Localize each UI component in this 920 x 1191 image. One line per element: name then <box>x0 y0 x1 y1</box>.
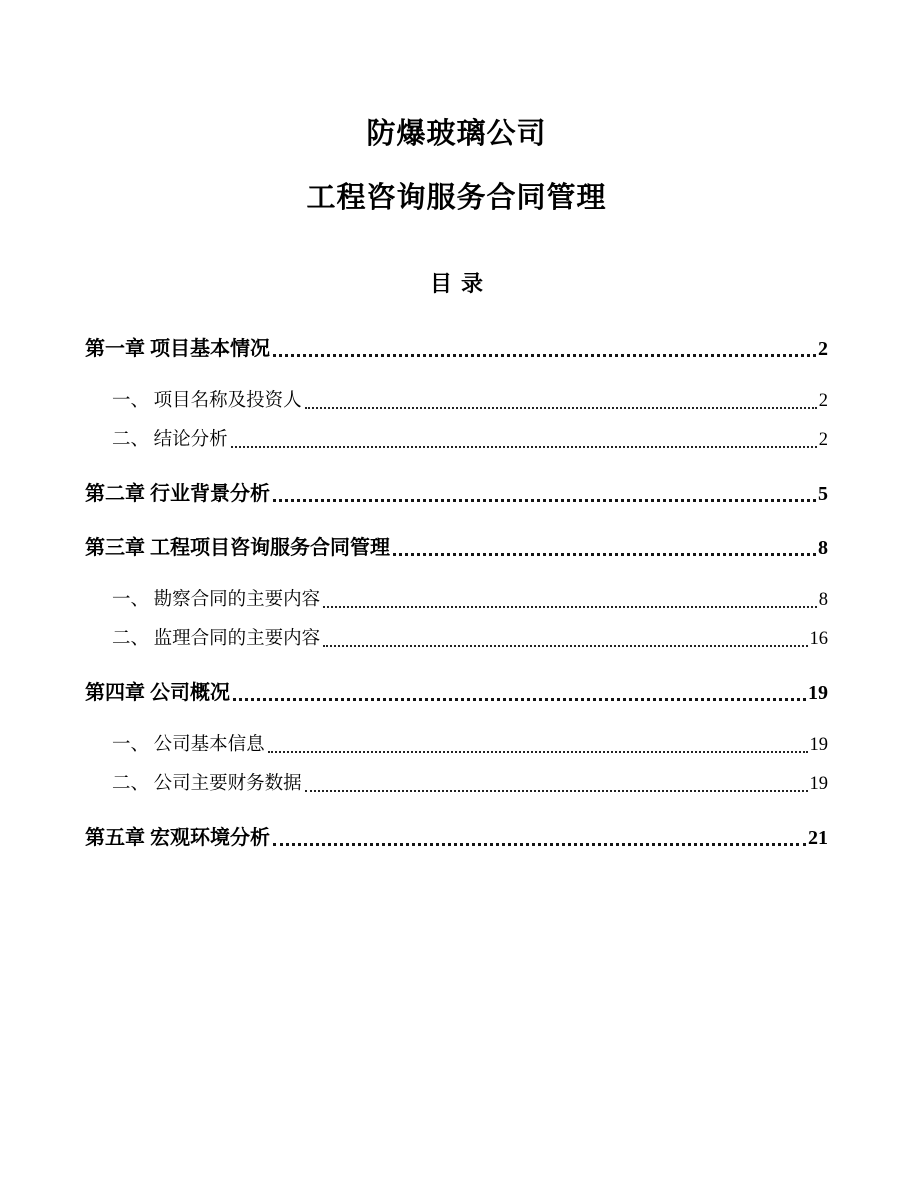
toc-entry-label: 二、 监理合同的主要内容 <box>112 629 321 649</box>
toc-dot-leader <box>273 354 816 357</box>
toc-entry-label: 第三章 工程项目咨询服务合同管理 <box>85 537 390 559</box>
toc-entry[interactable] <box>85 772 828 796</box>
toc-entry-label: 二、 公司主要财务数据 <box>112 774 302 794</box>
toc-entry-label: 第四章 公司概况 <box>85 682 230 704</box>
document-title-line2: 工程咨询服务合同管理 <box>306 182 607 214</box>
toc-entry[interactable] <box>85 733 828 757</box>
toc-entry-label: 第二章 行业背景分析 <box>85 483 270 505</box>
toc-entry-label: 第一章 项目基本情况 <box>85 338 270 360</box>
toc-entry-page: 2 <box>818 391 828 411</box>
toc-entry-label: 一、 公司基本信息 <box>112 735 265 755</box>
toc-entry[interactable] <box>85 588 828 612</box>
toc-heading: 目录 <box>429 271 492 296</box>
toc-entry-page: 16 <box>809 629 828 649</box>
toc-entry-page: 5 <box>818 483 828 505</box>
toc-entry-page: 19 <box>809 774 828 794</box>
toc-dot-leader <box>233 698 806 701</box>
toc-entry-label: 一、 勘察合同的主要内容 <box>112 590 321 610</box>
toc-entry[interactable] <box>85 681 828 705</box>
toc-entry[interactable] <box>85 627 828 651</box>
toc-dot-leader <box>273 499 816 502</box>
toc-entry-label: 第五章 宏观环境分析 <box>85 827 270 849</box>
toc-entry-page: 19 <box>809 735 828 755</box>
toc-dot-leader <box>393 553 816 556</box>
toc-dot-leader <box>323 606 817 608</box>
toc-entry-page: 2 <box>818 338 828 360</box>
toc-dot-leader <box>323 645 807 647</box>
toc-entry[interactable] <box>85 482 828 506</box>
toc-entry[interactable] <box>85 536 828 560</box>
toc-entry-page: 8 <box>818 590 828 610</box>
toc-entry-page: 19 <box>808 682 828 704</box>
toc-dot-leader <box>268 751 808 753</box>
toc-dot-leader <box>305 790 808 792</box>
toc-entry[interactable] <box>85 389 828 413</box>
document-title-line1: 防爆玻璃公司 <box>366 118 547 150</box>
toc-entry-label: 二、 结论分析 <box>112 430 228 450</box>
toc-entry[interactable] <box>85 826 828 850</box>
toc-entry-label: 一、 项目名称及投资人 <box>112 391 302 411</box>
toc-entry-page: 8 <box>818 537 828 559</box>
toc-entry-page: 2 <box>818 430 828 450</box>
toc-list <box>85 337 828 850</box>
toc-dot-leader <box>231 446 817 448</box>
toc-dot-leader <box>273 843 806 846</box>
toc-entry-page: 21 <box>808 827 828 849</box>
toc-entry[interactable] <box>85 337 828 361</box>
toc-entry[interactable] <box>85 428 828 452</box>
toc-dot-leader <box>305 407 817 409</box>
